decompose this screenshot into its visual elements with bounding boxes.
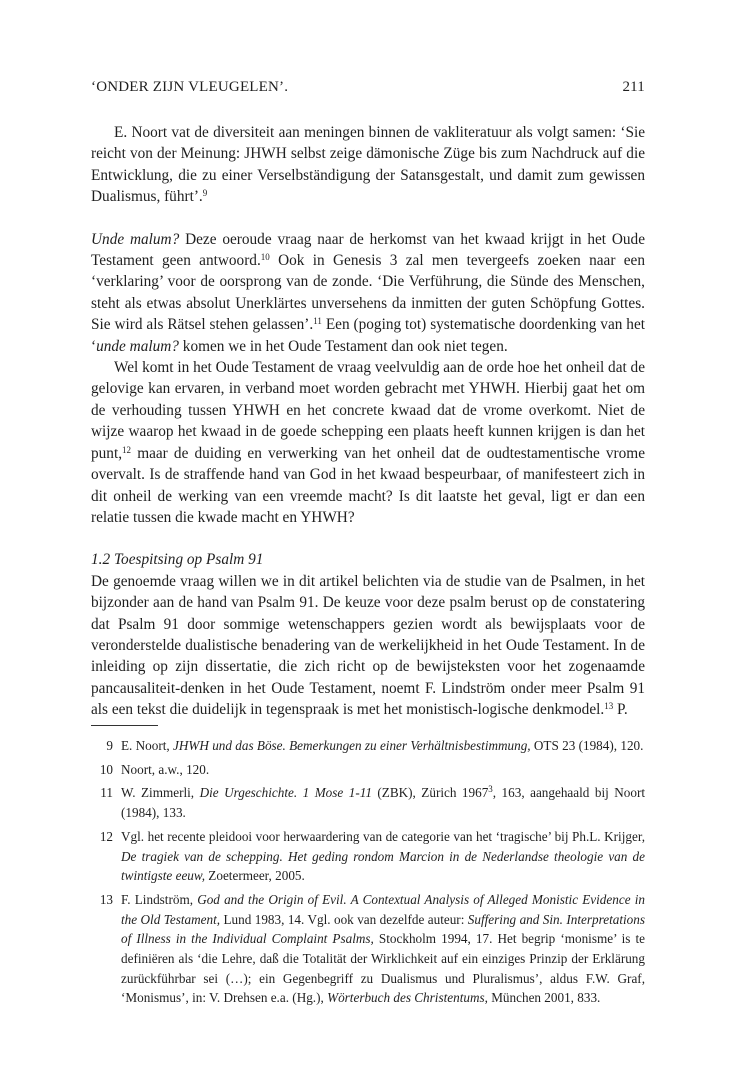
paragraph-text: Een (poging tot) systematische doordenking van het ‘ (91, 316, 645, 355)
footnote-number: 10 (99, 761, 113, 777)
paragraph-text: maar de duiding en verwerking van het onheil dat de oudtestamentische vrome overvalt. Is de straffende hand van God in het kwaad bespeurbaar, of manifesteert zich in dit onheil de werking van een vreemde macht? Is dit laatste het geval, ligt er dan een relatie tussen die kwade macht en YHWH? (91, 444, 645, 526)
paragraph-text: Deze oeroude vraag naar de herkomst van het kwaad krijgt in het Oude Testament geen antwoord. (91, 230, 645, 270)
footnote-separator (91, 725, 158, 726)
paragraph-2 (91, 229, 645, 357)
main-text (91, 122, 645, 721)
latin-phrase: Unde malum? (91, 230, 180, 248)
paragraph-text: komen we in het Oude Testament dan ook niet tegen. (178, 337, 508, 355)
footnote-ref[interactable]: 12 (122, 444, 132, 455)
footnote-number: 9 (106, 738, 113, 753)
footnote-12 (91, 827, 645, 886)
footnote-text: Vgl. het recente pleidooi voor herwaardering van de categorie van het ‘tragische’ bij Ph.L. Krijger, De tragiek van de schepping. Het geding rondom Marcion in de Nederlandse theologie van de twintigste eeuw, Zoetermeer, 2005. (121, 828, 645, 884)
footnote-13 (91, 890, 645, 1008)
page-number: 211 (622, 79, 645, 95)
paragraph-text: Ook in Genesis 3 zal men tevergeefs zoeken naar een ‘verklaring’ voor de oorsprong van de zonde. ‘Die Verführung, die Sünde des Menschen, steht als etwas absolut Unerklärtes unversehens da inmitten der guten Schöpfung Gottes. Sie wird als Rätsel stehen gelassen’. (91, 252, 645, 334)
footnote-9 (91, 736, 645, 756)
footnote-text: Noort, a.w., 120. (121, 761, 210, 777)
footnote-number: 13 (99, 891, 113, 907)
footnote-11 (91, 783, 645, 822)
paragraph-text: E. Noort vat de diversiteit aan meningen binnen de vakliteratuur als volgt samen: ‘Sie reicht von der Meinung: JHWH selbst zeige dämonische Züge bis zum Nachdruck auf die Entwicklung, die zu einer Verselbständigung der Satansgestalt, und damit zum gewissen Dualismus, führt’. (91, 124, 645, 206)
footnote-text: W. Zimmerli, Die Urgeschichte. 1 Mose 1-11 (ZBK), Zürich 1967$^3$, 163, aangehaald bij Noort (1984), 133. (121, 784, 646, 821)
footnote-ref[interactable]: 11 (313, 316, 322, 327)
running-header (91, 79, 645, 96)
footnote-ref[interactable]: 9 (202, 188, 208, 199)
running-title: ‘ONDER ZIJN VLEUGELEN’. (91, 79, 289, 95)
paragraph-text: Wel komt in het Oude Testament de vraag veelvuldig aan de orde hoe het onheil dat de gelovige kan ervaren, in verband moet worden gebracht met YHWH. Hierbij gaat het om de verhouding tussen YHWH en het concrete kwaad dat de vrome overkomt. Niet de wijze waarop het kwaad in de goede schepping een plaats heeft kunnen krijgen is dan het punt, (91, 359, 645, 462)
footnotes (91, 736, 645, 1012)
paragraph-text: De genoemde vraag willen we in dit artikel belichten via de studie van de Psalmen, in het bijzonder aan de hand van Psalm 91. De keuze voor deze psalm berust op de constatering dat Psalm 91 door sommige wetenschappers gezien wordt als bewijsplaats voor de veronderstelde dualistische benadering van de werkelijkheid in het Oude Testament. In de inleiding op zijn dissertatie, die zich richt op de bewijsteksten voor het zogenaamde pancausaliteit-denken in het Oude Testament, noemt F. Lindström onder meer Psalm 91 als een tekst die duidelijk in tegenspraak is met het monistisch-logische denkmodel. (91, 572, 645, 719)
footnote-ref[interactable]: 13 (604, 701, 614, 712)
paragraph-1 (91, 122, 645, 208)
footnote-text: E. Noort, JHWH und das Böse. Bemerkungen zu einer Verhältnisbestimmung, OTS 23 (1984), 120. (121, 738, 644, 753)
paragraph-gap (91, 528, 645, 549)
footnote-text: F. Lindström, God and the Origin of Evil. A Contextual Analysis of Alleged Monistic Evidence in the Old Testament, Lund 1983, 14. Vgl. ook van dezelfde auteur: Suffering and Sin. Interpretations of Illness in the Individual Complaint Psalms, Stockholm 1994, 17. Het begrip ‘monisme’ is te definiëren als ‘die Lehre, daß die Totalität der Wirklichkeit auf ein einziges Prinzip der Erklärung zurückführbar sei (…); ein Gegenbegriff zu Dualismus und Pluralismus’, aldus F.W. Graf, ‘Monismus’, in: V. Drehsen e.a. (Hg.), Wörterbuch des Christentums, München 2001, 833. (121, 891, 645, 1006)
paragraph-4 (91, 571, 645, 721)
latin-phrase: unde malum? (96, 337, 179, 355)
footnote-number: 11 (100, 785, 113, 801)
section-title: 1.2 Toespitsing op Psalm 91 (91, 551, 264, 569)
footnote-number: 12 (99, 828, 113, 844)
paragraph-3 (91, 357, 645, 528)
footnote-10 (91, 760, 645, 780)
paragraph-text: P. (613, 701, 628, 719)
paragraph-gap (91, 208, 645, 229)
footnote-ref[interactable]: 10 (260, 252, 270, 263)
